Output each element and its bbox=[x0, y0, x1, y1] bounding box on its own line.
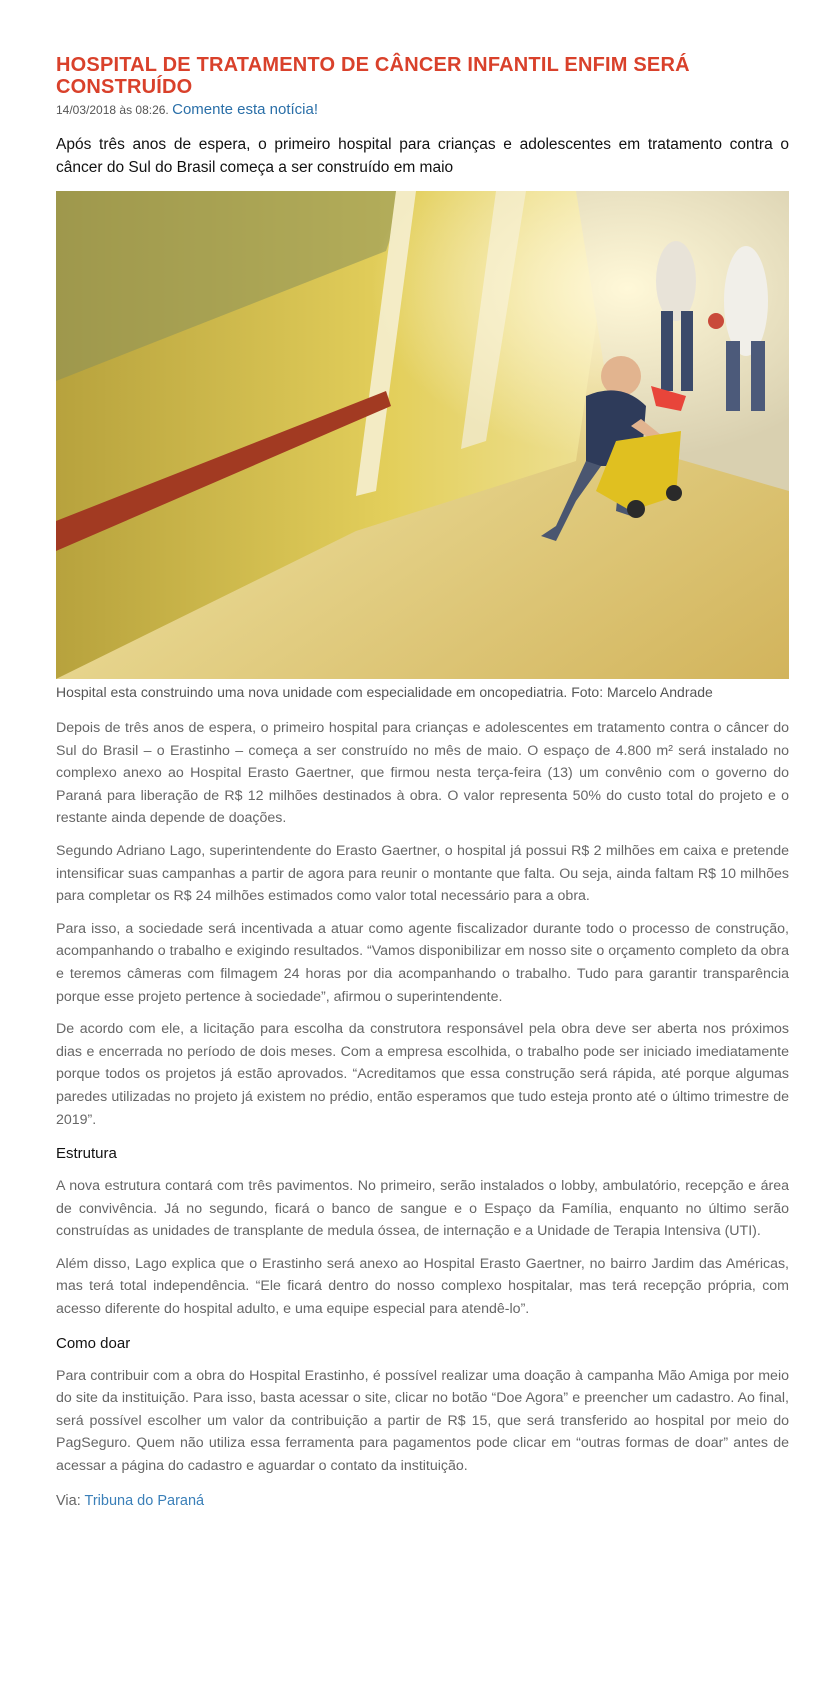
article-body bbox=[56, 717, 789, 1478]
via-label: Via: bbox=[56, 1492, 81, 1509]
paragraph: Segundo Adriano Lago, superintendente do Erasto Gaertner, o hospital já possui R$ 2 milhões em caixa e pretende intensificar suas campanhas a partir de agora para reunir o montante que falta. Ou seja, ainda faltam R$ 10 milhões para completar os R$ 24 milhões estimados como valor total necessário para a obra. bbox=[56, 842, 789, 905]
source-link[interactable]: Tribuna do Paraná bbox=[84, 1492, 205, 1509]
paragraph: A nova estrutura contará com três pavimentos. No primeiro, serão instalados o lobby, ambulatório, recepção e área de convivência. Já no segundo, ficará o banco de sangue e o Espaço da Família, enquanto no último serão construídas as unidades de transplante de medula óssea, de internação e a Unidade de Terapia Intensiva (UTI). bbox=[56, 1178, 789, 1240]
article-meta bbox=[56, 101, 789, 119]
source-credit bbox=[56, 1490, 789, 1512]
article-title: HOSPITAL DE TRATAMENTO DE CÂNCER INFANTIL ENFIM SERÁ CONSTRUÍDO bbox=[56, 54, 690, 98]
article-photo bbox=[56, 191, 789, 679]
paragraph: Para isso, a sociedade será incentivada a atuar como agente fiscalizador durante todo o processo de construção, acompanhando o trabalho e exigindo resultados. “Vamos disponibilizar em nosso site o orçamento completo da obra e teremos câmeras com filmagem 24 horas por dia acompanhando o trabalho. Tudo para garantir transparência porque esse projeto pertence à sociedade”, afirmou o superintendente. bbox=[56, 920, 789, 1005]
section-heading-estrutura: Estrutura bbox=[56, 1145, 117, 1163]
comment-link[interactable]: Comente esta notícia! bbox=[172, 101, 319, 118]
paragraph: Depois de três anos de espera, o primeiro hospital para crianças e adolescentes em tratamento contra o câncer do Sul do Brasil – o Erastinho – começa a ser construído no mês de maio. O espaço de 4.800 m² será instalado no complexo anexo ao Hospital Erasto Gaertner, que firmou nesta terça-feira (13) um convênio com o governo do Paraná para liberação de R$ 12 milhões destinados à obra. O valor representa 50% do custo total do projeto e o restante ainda depende de doações. bbox=[56, 720, 789, 827]
paragraph: De acordo com ele, a licitação para escolha da construtora responsável pela obra deve ser aberta nos próximos dias e encerrada no período de dois meses. Com a empresa escolhida, o trabalho pode ser iniciado imediatamente porque todos os projetos já estão aprovados. “Acreditamos que essa construção será rápida, até porque algumas paredes utilizadas no projeto já existem no prédio, então esperamos que tudo esteja pronto até o último trimestre de 2019”. bbox=[56, 1021, 789, 1128]
article bbox=[56, 54, 789, 1512]
article-lead: Após três anos de espera, o primeiro hospital para crianças e adolescentes em tratamento contra o câncer do Sul do Brasil começa a ser construído em maio bbox=[56, 136, 789, 176]
article-date: 14/03/2018 às 08:26. bbox=[56, 103, 169, 117]
paragraph: Para contribuir com a obra do Hospital Erastinho, é possível realizar uma doação à campanha Mão Amiga por meio do site da instituição. Para isso, basta acessar o site, clicar no botão “Doe Agora” e preencher um cadastro. Ao final, será possível escolher um valor da contribuição a partir de R$ 15, que será transferido ao hospital por meio do PagSeguro. Quem não utiliza essa ferramenta para pagamentos pode clicar em “outras formas de doar” antes de acessar a página do cadastro e aguardar o contato da instituição. bbox=[56, 1367, 789, 1475]
photo-caption: Hospital esta construindo uma nova unidade com especialidade em oncopediatria. Foto: Marcelo Andrade bbox=[56, 684, 713, 700]
section-heading-como-doar: Como doar bbox=[56, 1334, 131, 1352]
paragraph: Além disso, Lago explica que o Erastinho será anexo ao Hospital Erasto Gaertner, no bairro Jardim das Américas, mas terá total independência. “Ele ficará dentro do nosso complexo hospitalar, mas terá recepção própria, com acesso diferente do hospital adulto, e uma equipe especial para atendê-lo”. bbox=[56, 1255, 789, 1318]
